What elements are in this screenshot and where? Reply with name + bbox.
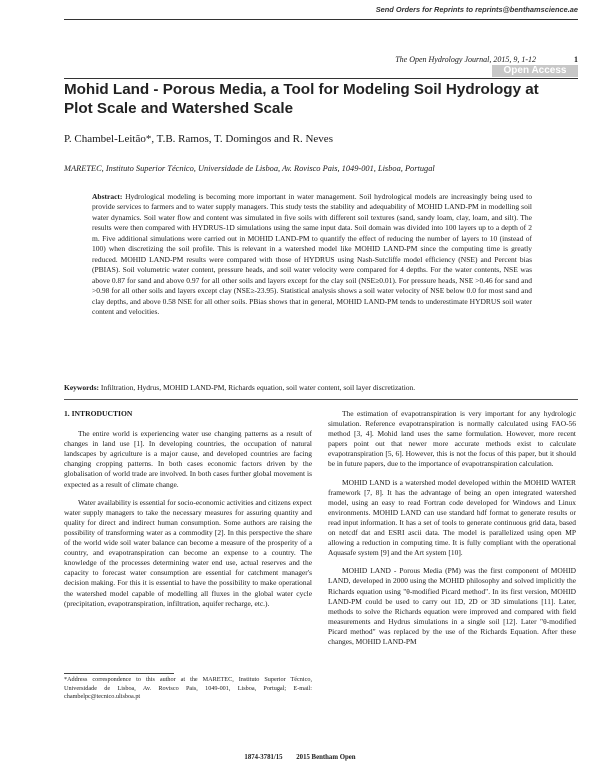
body-paragraph: MOHID LAND - Porous Media (PM) was the first component of MOHID LAND, developed in 2000 using the MOHID philosophy and solved implicitly the Richards equation using "θ-modified Picard method". In its first version, MOHID LAND-PM could be used to carry out 1D, 2D or 3D simulations [11]. Later, methods to solve the Richards equation were improved and compared with field measurements and Hydrus simulations in a single soil [12]. Later "θ-modified Picard method" was replaced by the use of the Richards Equation. After these changes, MOHID LAND-PM [328, 566, 576, 646]
issn: 1874-3781/15 [244, 754, 283, 761]
left-column [64, 409, 312, 617]
author-list: P. Chambel-Leitão*, T.B. Ramos, T. Domingos and R. Neves [64, 133, 333, 145]
publisher-line: 2015 Bentham Open [296, 754, 356, 761]
body-paragraph: MOHID LAND is a watershed model developed within the MOHID WATER framework [7, 8]. It has the advantage of being an open integrated watershed model, using an easy to read Fortran code developed for Windows and Linux environments. MOHID LAND can use standard hdf format to generate results or read input information. It has a set of tools to generate continuous grid data, based on netcdf dat and ESRI ascii data. The model is parallelized using open MP allowing a reduction in computing time. It is fully compliant with the operational Aquasafe system [9] and the Art system [10]. [328, 477, 576, 558]
keywords-block [64, 383, 576, 393]
abstract-block [92, 192, 532, 317]
body-paragraph: Water availability is essential for socio-economic activities and citizens expect water supply managers to take the necessary measures for assuring quantity and quality for direct and indirect human consumption. Some authors are raising the possibility of transforming water as a commodity [2]. In this perspective the share of the world wide soil water balance can become a measure of the prosperity of a country, and evapotranspiration can become an expense to a country. The knowledge of the processes determining water end use, actual reserves and the capacity to forecast water consumption are essential for catchment manager's decision making. For this it is essential to have the possibility to make operational the watershed model capable of modelling all fluxes in the global water cycle (precipitation, evapotranspiration, infiltration, aquifer recharge, etc.). [64, 497, 312, 608]
journal-citation: The Open Hydrology Journal, 2015, 9, 1-12 [395, 55, 536, 64]
body-paragraph: The estimation of evapotranspiration is very important for any hydrologic simulation. Reference evapotranspiration is normally calculated using FAO-56 method [3, 4]. Mohid land uses the same formulation. However, more recent papers point out that newer more accurate methods exist to calculate evapotranspiration [5, 6]. However, this is not the focus of this paper, but it should be in future papers, due to the importance of evapotranspiration calculation. [328, 409, 576, 469]
title-rule [64, 78, 578, 79]
keywords-text: Infiltration, Hydrus, MOHID LAND-PM, Richards equation, soil water content, soil layer discretization. [100, 383, 416, 392]
correspondence-footnote: *Address correspondence to this author at the MARETEC, Instituto Superior Técnico, Universidade de Lisboa, Av. Rovisco Pais, 1049-001, Lisboa, Portugal; E-mail: chambelpc@tecnico.ulisboa.pt [64, 676, 312, 701]
keywords-label: Keywords: [64, 383, 99, 392]
abstract-text: Hydrological modeling is becoming more important in water management. Soil hydrological models are increasingly being used to provide services to farmers and to water supply managers. This study tests the stability and adequability of MOHID LAND-PM in modelling soil water dynamics. Soil water flow and content was simulated in five soils with different soil textures (sand, sandy loam, clay, loam, and silt). The results were then compared with HYDRUS-1D simulations using the same input data. Soil domain was divided into 100 layers up to a depth of 2 m. Five additional simulations were carried out in MOHID LAND-PM to quantify the effect of reducing the number of layers to 10 (instead of 100) when discretizing the soil profile. This is relevant in a watershed model like MOHID LAND-PM since the computing time is greatly reduced. MOHID LAND-PM results were compared with those of HYDRUS using Nash-Sutcliffe model efficiency (NSE) and Percent bias (PBIAS). Soil volumetric water content, pressure heads, and soil water velocity were compared for 4 depths. For the water contents, NSE was above 0.87 for sand and above 0.97 for all other soils and layers except for the clay soil (NSE≥0.01). For pressure heads, NSE >0.46 for sand and >0.98 for all other soils and layers except clay (NSE≥-23.95). Statistical analysis shows a soil water velocity of NSE below 0.0 for most sand and clay depths, and above 0.58 NSE for all other soils. PBias shows that in general, MOHID LAND-PM tends to underestimate HYDRUS soil water content and velocities. [92, 192, 532, 316]
body-paragraph: The entire world is experiencing water use changing patterns as a result of changes in land use [1]. In developing countries, the occupation of natural landscapes by agriculture is a major cause, and developed countries are facing changing cropping patterns. In both cases economic factors driven by the globalisation of world trade are involved. In both cases further global movement is expected as a result of climate change. [64, 429, 312, 489]
footnote-rule [64, 673, 174, 674]
right-column [328, 409, 576, 655]
page-number: 1 [574, 55, 578, 64]
reprints-notice: Send Orders for Reprints to reprints@benthamscience.ae [375, 5, 578, 14]
article-title: Mohid Land - Porous Media, a Tool for Modeling Soil Hydrology at Plot Scale and Watershed Scale [64, 81, 539, 117]
page-footer [0, 754, 600, 761]
top-rule [64, 19, 578, 20]
keywords-rule [64, 399, 578, 400]
section-heading: 1. INTRODUCTION [64, 409, 133, 418]
abstract-label: Abstract: [92, 192, 123, 201]
affiliation: MARETEC, Instituto Superior Técnico, Universidade de Lisboa, Av. Rovisco Pais, 1049-001, Lisboa, Portugal [64, 164, 435, 173]
open-access-badge: Open Access [492, 65, 578, 77]
